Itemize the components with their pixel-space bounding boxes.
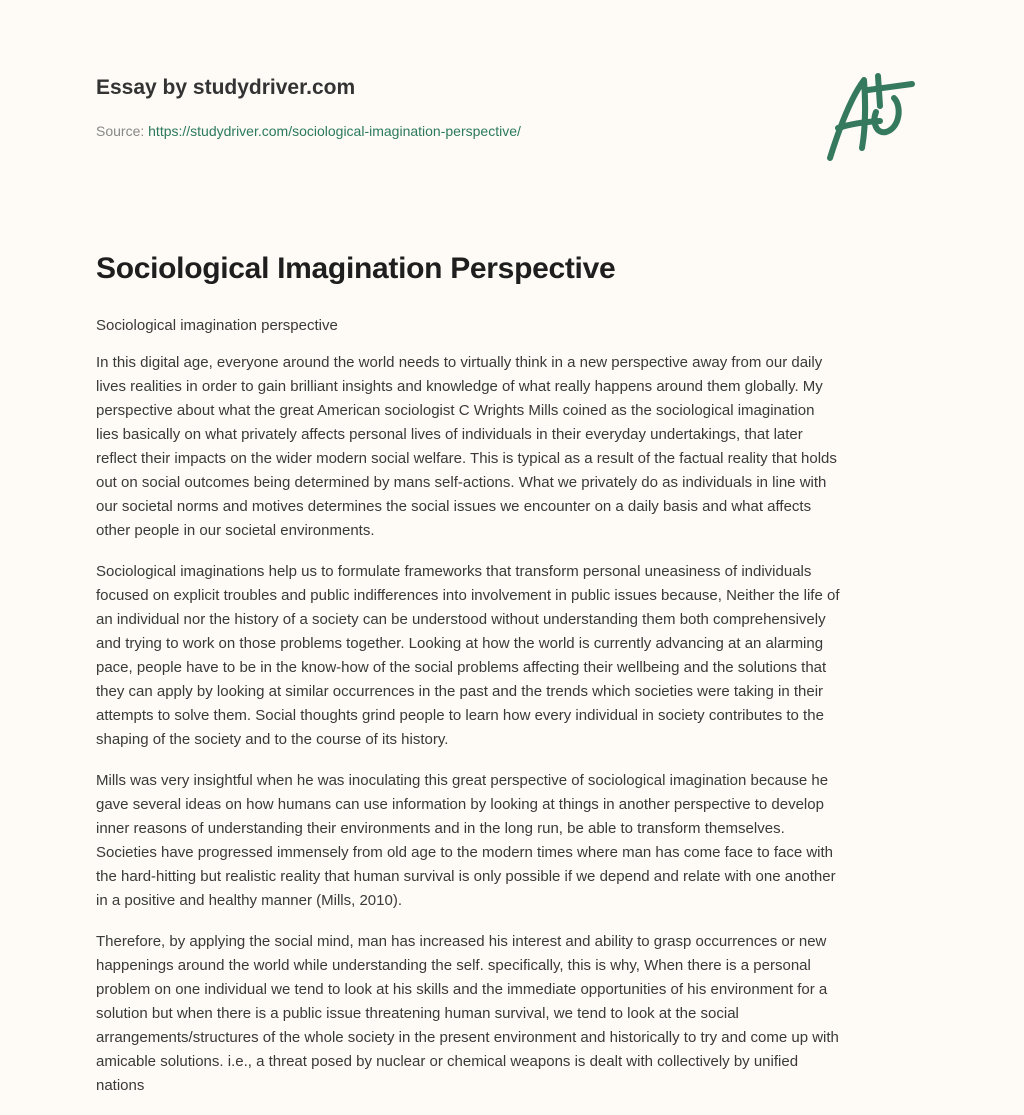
paragraph-line: attempts to solve them. Social thoughts grind people to learn how every individual in society contributes to the bbox=[96, 707, 824, 724]
source-link[interactable]: https://studydriver.com/sociological-imagination-perspective/ bbox=[148, 123, 521, 139]
paragraph-line: out on social outcomes being determined by mans self-actions. What we privately do as individuals in line with bbox=[96, 474, 827, 491]
paragraph-line: Sociological imaginations help us to formulate frameworks that transform personal uneasiness of individuals bbox=[96, 563, 812, 580]
source-line bbox=[96, 123, 521, 139]
paragraph-line: In this digital age, everyone around the world needs to virtually think in a new perspective away from our daily bbox=[96, 354, 823, 371]
paragraph-line: Mills was very insightful when he was inoculating this great perspective of sociological imagination because he bbox=[96, 772, 829, 789]
paragraph-line: lives realities in order to gain brilliant insights and knowledge of what really happens around them globally. My bbox=[96, 378, 823, 395]
essay-paragraph bbox=[96, 560, 936, 752]
paragraph-line: and trying to work on those problems together. Looking at how the world is currently advancing at an alarming bbox=[96, 635, 824, 652]
paragraph-line: solution but when there is a public issue threatening human survival, we tend to look at the social bbox=[96, 1005, 739, 1022]
paragraph-line: problem on one individual we tend to look at his skills and the immediate opportunities of his environment for a bbox=[96, 981, 828, 998]
paragraph-line: lies basically on what privately affects personal lives of individuals in their everyday undertakings, that later bbox=[96, 426, 803, 443]
source-label: Source: bbox=[96, 123, 149, 139]
paragraph-line: Therefore, by applying the social mind, man has increased his interest and ability to grasp occurrences or new bbox=[96, 933, 827, 950]
paragraph-line: happenings around the world while understanding the self. specifically, this is why, When there is a personal bbox=[96, 957, 811, 974]
essay-body bbox=[96, 314, 936, 1115]
paragraph-line: Societies have progressed immensely from old age to the modern times where man has come face to face with bbox=[96, 844, 834, 861]
paragraph-line: nations bbox=[96, 1077, 145, 1094]
paragraph-line: our societal norms and motives determines the social issues we encounter on a daily basis and what affects bbox=[96, 498, 812, 515]
paragraph-line: inner reasons of understanding their environments and in the long run, be able to transform themselves. bbox=[96, 820, 785, 837]
essay-paragraph bbox=[96, 769, 936, 913]
paragraph-line: arrangements/structures of the whole society in the present environment and historically to try and come up with bbox=[96, 1029, 839, 1046]
paragraph-line: gave several ideas on how humans can use information by looking at things in another perspective to develop bbox=[96, 796, 824, 813]
paragraph-line: perspective about what the great American sociologist C Wrights Mills coined as the sociological imagination bbox=[96, 402, 815, 419]
paragraph-line: amicable solutions. i.e., a threat posed by nuclear or chemical weapons is dealt with collectively by unified bbox=[96, 1053, 799, 1070]
paragraph-line: shaping of the society and to the course of its history. bbox=[96, 731, 449, 748]
essay-paragraph bbox=[96, 351, 936, 543]
paragraph-line: the hard-hitting but realistic reality that human survival is only possible if we depend and relate with one another bbox=[96, 868, 836, 885]
essay-subtitle: Sociological imagination perspective bbox=[96, 317, 338, 334]
site-brand: Essay by studydriver.com bbox=[96, 76, 356, 99]
paragraph-line: in a positive and healthy manner (Mills, 2010). bbox=[96, 892, 402, 909]
paragraph-line: reflect their impacts on the wider modern social welfare. This is typical as a result of the factual reality that holds bbox=[96, 450, 837, 467]
page-title: Sociological Imagination Perspective bbox=[96, 252, 616, 285]
paragraph-line: other people in our societal environments. bbox=[96, 522, 375, 539]
paragraph-line: pace, people have to be in the know-how of the social problems affecting their wellbeing and the solutions that bbox=[96, 659, 827, 676]
paragraph-line: focused on explicit troubles and public indifferences into involvement in public issues because, Neither the life of bbox=[96, 587, 840, 604]
paragraph-line: an individual nor the history of a society can be understood without understanding them both comprehensively bbox=[96, 611, 826, 628]
paragraph-line: they can apply by looking at similar occurrences in the past and the trends which societies were taking in their bbox=[96, 683, 824, 700]
a-plus-logo bbox=[820, 66, 930, 166]
essay-paragraph bbox=[96, 930, 936, 1098]
